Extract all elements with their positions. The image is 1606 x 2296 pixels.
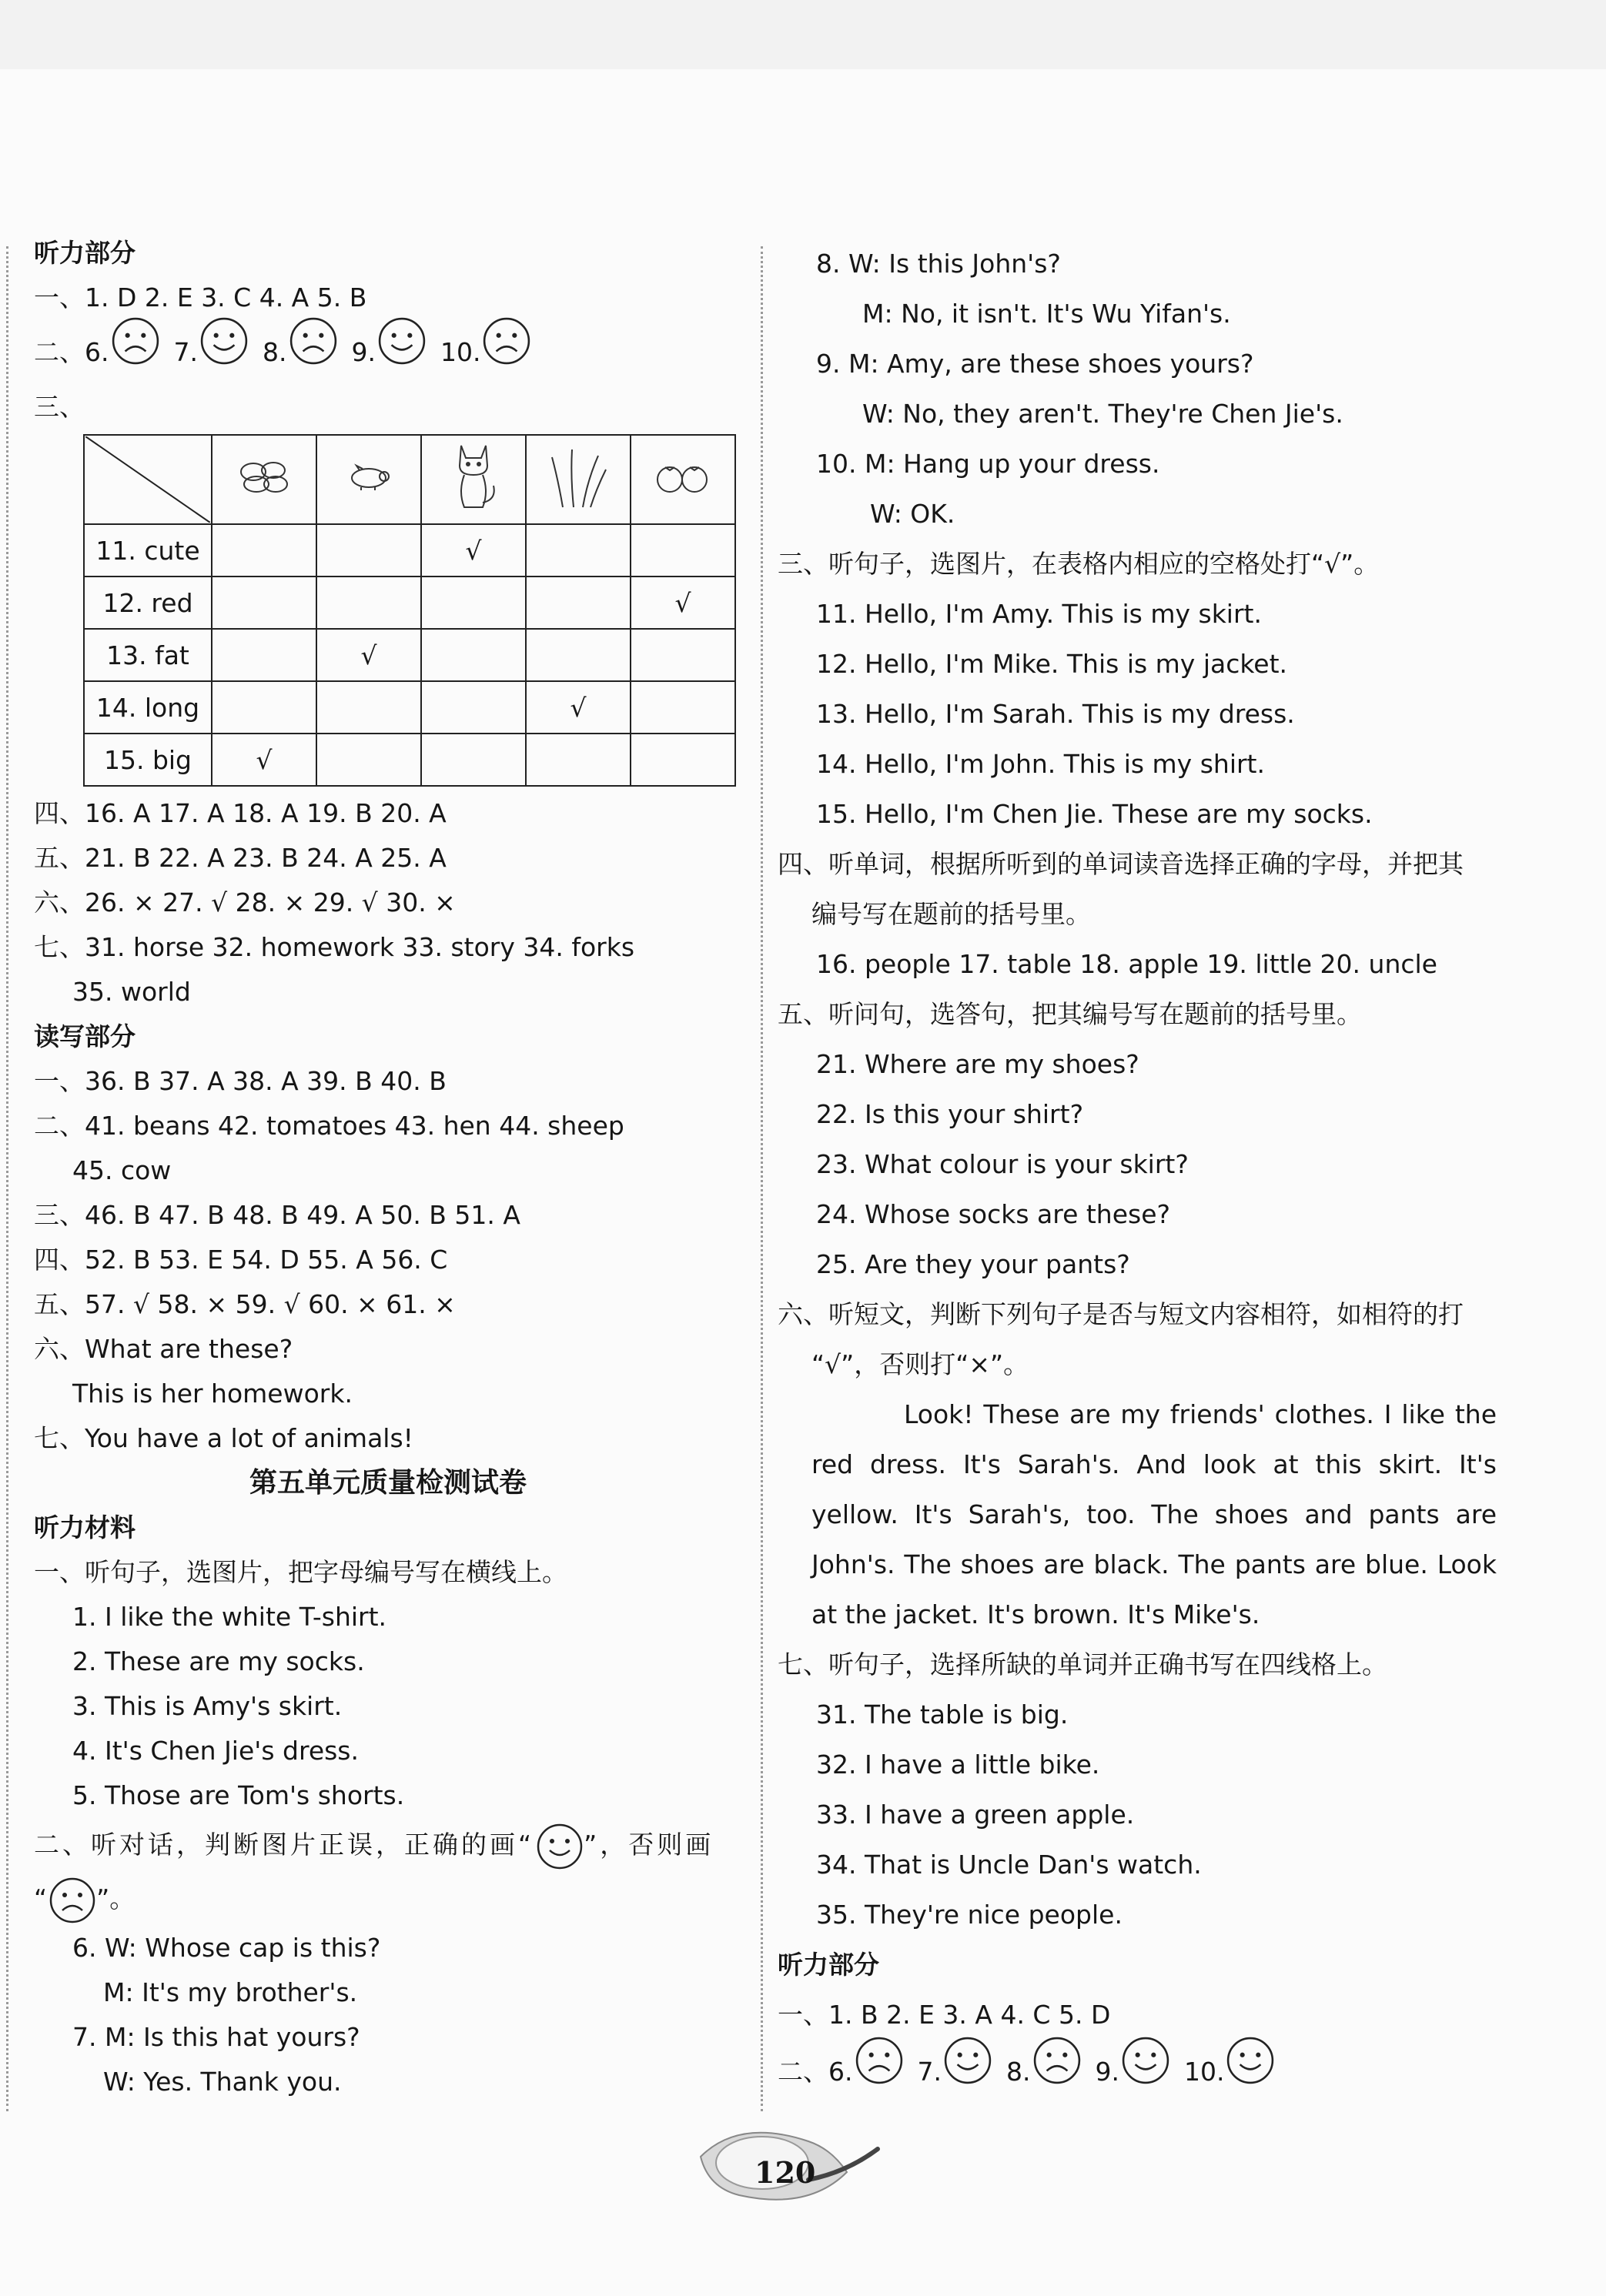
tomatoes-icon — [631, 435, 735, 524]
list-item: W: No, they aren't. They're Chen Jie's. — [862, 399, 1343, 429]
list-item: 11. Hello, I'm Amy. This is my skirt. — [816, 599, 1262, 629]
table-cell — [526, 524, 631, 577]
table-row — [84, 734, 735, 786]
happy-face-icon — [1226, 2036, 1275, 2109]
list-item: 3. This is Amy's skirt. — [72, 1691, 343, 1721]
answer-line: This is her homework. — [72, 1379, 353, 1409]
list-item: 14. Hello, I'm John. This is my shirt. — [816, 749, 1265, 779]
happy-face-icon — [199, 316, 249, 389]
section-3-label: 三、 — [34, 392, 85, 422]
word-list: 16. people 17. table 18. apple 19. little 20. uncle — [816, 949, 1437, 979]
right-column — [778, 239, 1555, 2104]
instruction-part: ”，否则画 — [584, 1830, 714, 1860]
list-item: 13. Hello, I'm Sarah. This is my dress. — [816, 699, 1295, 729]
table-cell — [631, 524, 735, 577]
list-item: 21. Where are my shoes? — [816, 1049, 1139, 1079]
face-item — [263, 316, 338, 389]
table-cell — [212, 577, 316, 629]
list-item: 12. Hello, I'm Mike. This is my jacket. — [816, 649, 1288, 679]
list-item: M: It's my brother's. — [103, 1977, 358, 2007]
instruction-part: 二、听对话，判断图片正误，正确的画“ — [34, 1830, 535, 1860]
answer-line: 四、52. B 53. E 54. D 55. A 56. C — [34, 1245, 448, 1275]
faces-list — [828, 2036, 1289, 2109]
list-item: 1. I like the white T-shirt. — [72, 1602, 387, 1632]
table-cell — [316, 524, 421, 577]
answer-line: 六、What are these? — [34, 1334, 293, 1364]
sad-face-icon — [1032, 2036, 1082, 2109]
list-item: 10. M: Hang up your dress. — [816, 449, 1160, 479]
table-cell: √ — [316, 629, 421, 681]
listening-head: 听力部分 — [34, 238, 136, 268]
grass-icon — [526, 435, 631, 524]
table-cell — [421, 681, 526, 734]
table-cell — [421, 629, 526, 681]
table-cell — [631, 734, 735, 786]
instruction-part: “ — [34, 1883, 48, 1913]
list-item: 8. W: Is this John's? — [816, 249, 1061, 279]
happy-face-icon — [536, 1823, 584, 1870]
list-item: 31. The table is big. — [816, 1699, 1069, 1730]
page-number-badge — [693, 2126, 893, 2211]
answer-line: 五、21. B 22. A 23. B 24. A 25. A — [34, 843, 447, 873]
sad-face-icon — [482, 316, 531, 389]
face-number: 10. — [440, 337, 481, 367]
face-number: 8. — [263, 337, 287, 367]
answer-line: 45. cow — [72, 1155, 172, 1185]
left-column — [34, 231, 742, 2104]
answer-line: 一、36. B 37. A 38. A 39. B 40. B — [34, 1066, 447, 1096]
row-label: 12. red — [84, 577, 212, 629]
list-item: 33. I have a green apple. — [816, 1800, 1135, 1830]
sad-face-icon — [855, 2036, 904, 2109]
page-number: 120 — [754, 2155, 816, 2190]
table-cell — [421, 577, 526, 629]
unit-title: 第五单元质量检测试卷 — [249, 1467, 527, 1499]
instruction: 一、听句子，选图片，把字母编号写在横线上。 — [34, 1557, 567, 1587]
list-item: 2. These are my socks. — [72, 1646, 365, 1676]
happy-face-icon — [943, 2036, 992, 2109]
face-number: 6. — [828, 2057, 853, 2087]
table-cell — [316, 681, 421, 734]
instruction-part: ”。 — [96, 1883, 136, 1913]
table-cell — [212, 524, 316, 577]
face-number: 9. — [1095, 2057, 1119, 2087]
table-row — [84, 524, 735, 577]
list-item: 35. They're nice people. — [816, 1900, 1123, 1930]
list-item: 22. Is this your shirt? — [816, 1099, 1084, 1129]
face-number: 8. — [1006, 2057, 1031, 2087]
left-edge-dots — [6, 246, 8, 2111]
face-item — [352, 316, 427, 389]
table-cell — [631, 629, 735, 681]
instruction: 六、听短文，判断下列句子是否与短文内容相符，如相符的打 — [778, 1299, 1464, 1329]
answer-line: 五、57. √ 58. × 59. √ 60. × 61. × — [34, 1289, 456, 1319]
table-cell — [212, 681, 316, 734]
face-number: 6. — [85, 337, 109, 367]
column-separator — [761, 246, 763, 2111]
face-item — [1006, 2036, 1082, 2109]
list-item: 6. W: Whose cap is this? — [72, 1933, 381, 1963]
passage: Look! These are my friends' clothes. I like the red dress. It's Sarah's. And look at this skirt. It's yellow. It's Sarah's, too. The shoes and pants are John's. The shoes are black. The pants are blue. Look at the jacket. It's brown. It's Mike's. — [811, 1399, 1497, 1629]
faces-list — [85, 316, 545, 389]
instruction: 四、听单词，根据所听到的单词读音选择正确的字母，并把其 — [778, 849, 1464, 879]
instruction — [34, 1872, 742, 1926]
table-row — [84, 629, 735, 681]
list-item: 4. It's Chen Jie's dress. — [72, 1736, 359, 1766]
faces-row — [34, 320, 742, 385]
table-cell — [316, 734, 421, 786]
table-cell — [631, 681, 735, 734]
list-item: 23. What colour is your skirt? — [816, 1149, 1189, 1179]
faces-row — [778, 2040, 1555, 2104]
table-cell: √ — [212, 734, 316, 786]
instruction: 三、听句子，选图片，在表格内相应的空格处打“√”。 — [778, 549, 1380, 579]
face-item — [1184, 2036, 1275, 2109]
sad-face-icon — [289, 316, 338, 389]
answer-line: 七、31. horse 32. homework 33. story 34. forks — [34, 932, 635, 962]
list-item: 25. Are they your pants? — [816, 1249, 1130, 1279]
table-cell: √ — [421, 524, 526, 577]
face-item — [174, 316, 249, 389]
row-label: 14. long — [84, 681, 212, 734]
table-cell — [316, 577, 421, 629]
table-row — [84, 577, 735, 629]
happy-face-icon — [1121, 2036, 1170, 2109]
answer-line: 二、41. beans 42. tomatoes 43. hen 44. sheep — [34, 1111, 624, 1141]
table-header-row — [84, 435, 735, 524]
reading-writing-head: 读写部分 — [34, 1021, 136, 1051]
face-item — [85, 316, 160, 389]
table-cell — [526, 577, 631, 629]
instruction — [34, 1818, 742, 1872]
face-item — [440, 316, 531, 389]
table-cell — [212, 629, 316, 681]
top-shade — [0, 0, 1606, 69]
face-number: 7. — [173, 337, 198, 367]
table-cell: √ — [526, 681, 631, 734]
table-cell: √ — [631, 577, 735, 629]
potatoes-icon — [212, 435, 316, 524]
faces-prefix: 二、 — [778, 2057, 828, 2087]
face-number: 9. — [351, 337, 376, 367]
list-item: M: No, it isn't. It's Wu Yifan's. — [862, 299, 1231, 329]
list-item: 34. That is Uncle Dan's watch. — [816, 1850, 1202, 1880]
face-item — [918, 2036, 993, 2109]
face-item — [828, 2036, 904, 2109]
answer-table — [83, 434, 736, 787]
answer-line: 35. world — [72, 977, 191, 1007]
happy-face-icon — [377, 316, 427, 389]
list-item: 9. M: Amy, are these shoes yours? — [816, 349, 1254, 379]
answer-line: 四、16. A 17. A 18. A 19. B 20. A — [34, 798, 447, 828]
answer-line: 七、You have a lot of animals! — [34, 1423, 413, 1453]
list-item: 24. Whose socks are these? — [816, 1199, 1171, 1229]
answer-line: 一、1. D 2. E 3. C 4. A 5. B — [34, 282, 367, 312]
instruction: 编号写在题前的括号里。 — [811, 899, 1091, 929]
list-item: W: Yes. Thank you. — [103, 2067, 342, 2097]
table-cell — [421, 734, 526, 786]
cat-icon — [421, 435, 526, 524]
instruction: 五、听问句，选答句，把其编号写在题前的括号里。 — [778, 999, 1362, 1029]
face-number: 10. — [1184, 2057, 1225, 2087]
faces-prefix: 二、 — [34, 337, 85, 367]
pig-icon — [316, 435, 421, 524]
list-item: 15. Hello, I'm Chen Jie. These are my socks. — [816, 799, 1373, 829]
row-label: 15. big — [84, 734, 212, 786]
list-item: 32. I have a little bike. — [816, 1750, 1100, 1780]
diagonal-cell — [84, 435, 212, 524]
table-row — [84, 681, 735, 734]
material-head: 听力材料 — [34, 1512, 136, 1542]
face-item — [1096, 2036, 1171, 2109]
sad-face-icon — [111, 316, 160, 389]
answer-line: 六、26. × 27. √ 28. × 29. √ 30. × — [34, 887, 456, 917]
table-cell — [526, 629, 631, 681]
row-label: 11. cute — [84, 524, 212, 577]
sad-face-icon — [49, 1877, 96, 1924]
list-item: 5. Those are Tom's shorts. — [72, 1780, 405, 1810]
face-number: 7. — [917, 2057, 942, 2087]
answer-line: 一、1. B 2. E 3. A 4. C 5. D — [778, 2000, 1111, 2030]
instruction: “√”，否则打“×”。 — [811, 1349, 1029, 1379]
row-label: 13. fat — [84, 629, 212, 681]
instruction: 七、听句子，选择所缺的单词并正确书写在四线格上。 — [778, 1649, 1387, 1679]
table-cell — [526, 734, 631, 786]
listening-head: 听力部分 — [778, 1950, 879, 1980]
list-item: 7. M: Is this hat yours? — [72, 2022, 360, 2052]
answer-line: 三、46. B 47. B 48. B 49. A 50. B 51. A — [34, 1200, 520, 1230]
list-item: W: OK. — [870, 499, 955, 529]
